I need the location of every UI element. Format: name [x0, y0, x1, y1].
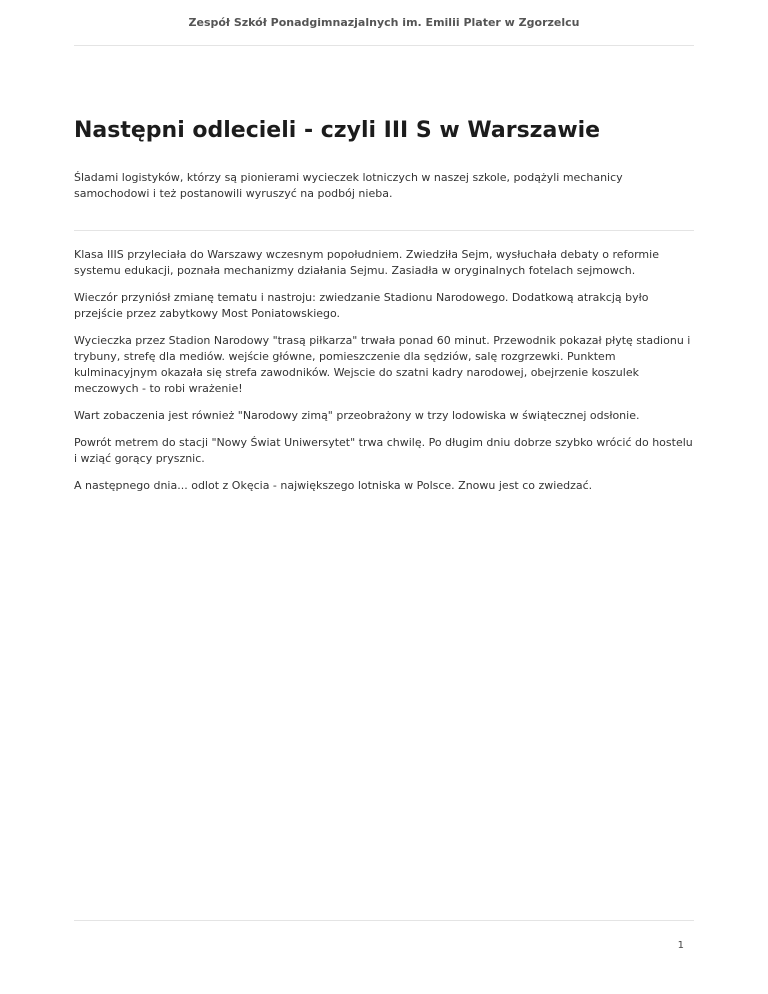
article-body: [74, 247, 696, 505]
page-number: 1: [677, 940, 684, 951]
article-paragraph: Powrót metrem do stacji "Nowy Świat Uniwersytet" trwa chwilę. Po długim dniu dobrze szybko wrócić do hostelu i wziąć gorący prysznic.: [74, 436, 693, 465]
article-paragraph: Wieczór przyniósł zmianę tematu i nastroju: zwiedzanie Stadionu Narodowego. Dodatkową atrakcją było przejście przez zabytkowy Most Poniatowskiego.: [74, 291, 649, 320]
header-divider: [74, 45, 694, 46]
article-title: Następni odlecieli - czyli III S w Warszawie: [74, 118, 601, 143]
article-paragraph: Wycieczka przez Stadion Narodowy "trasą piłkarza" trwała ponad 60 minut. Przewodnik pokazał płytę stadionu i trybuny, strefę dla mediów. wejście główne, pomieszczenie dla sędziów, salę rozgrzewki. Punktem kulminacyjnym okazała się strefa zawodników. Wejscie do szatni kadry narodowej, obejrzenie koszulek meczowych - to robi wrażenie!: [74, 334, 691, 395]
site-header: Zespół Szkół Ponadgimnazjalnych im. Emilii Plater w Zgorzelcu: [188, 16, 580, 29]
article-paragraph: Wart zobaczenia jest również "Narodowy zimą" przeobrażony w trzy lodowiska w świątecznej odsłonie.: [74, 409, 640, 422]
article-paragraph: A następnego dnia... odlot z Okęcia - największego lotniska w Polsce. Znowu jest co zwiedzać.: [74, 479, 593, 492]
lead-divider: [74, 230, 694, 231]
article-paragraph: Klasa IIIS przyleciała do Warszawy wczesnym popołudniem. Zwiedziła Sejm, wysłuchała debaty o reformie systemu edukacji, poznała mechanizmy działania Sejmu. Zasiadła w oryginalnych fotelach sejmowch.: [74, 248, 659, 277]
footer-divider: [74, 920, 694, 921]
article-lead: Śladami logistyków, którzy są pionierami wycieczek lotniczych w naszej szkole, podążyli mechanicy samochodowi i też postanowili wyruszyć na podbój nieba.: [74, 171, 623, 200]
